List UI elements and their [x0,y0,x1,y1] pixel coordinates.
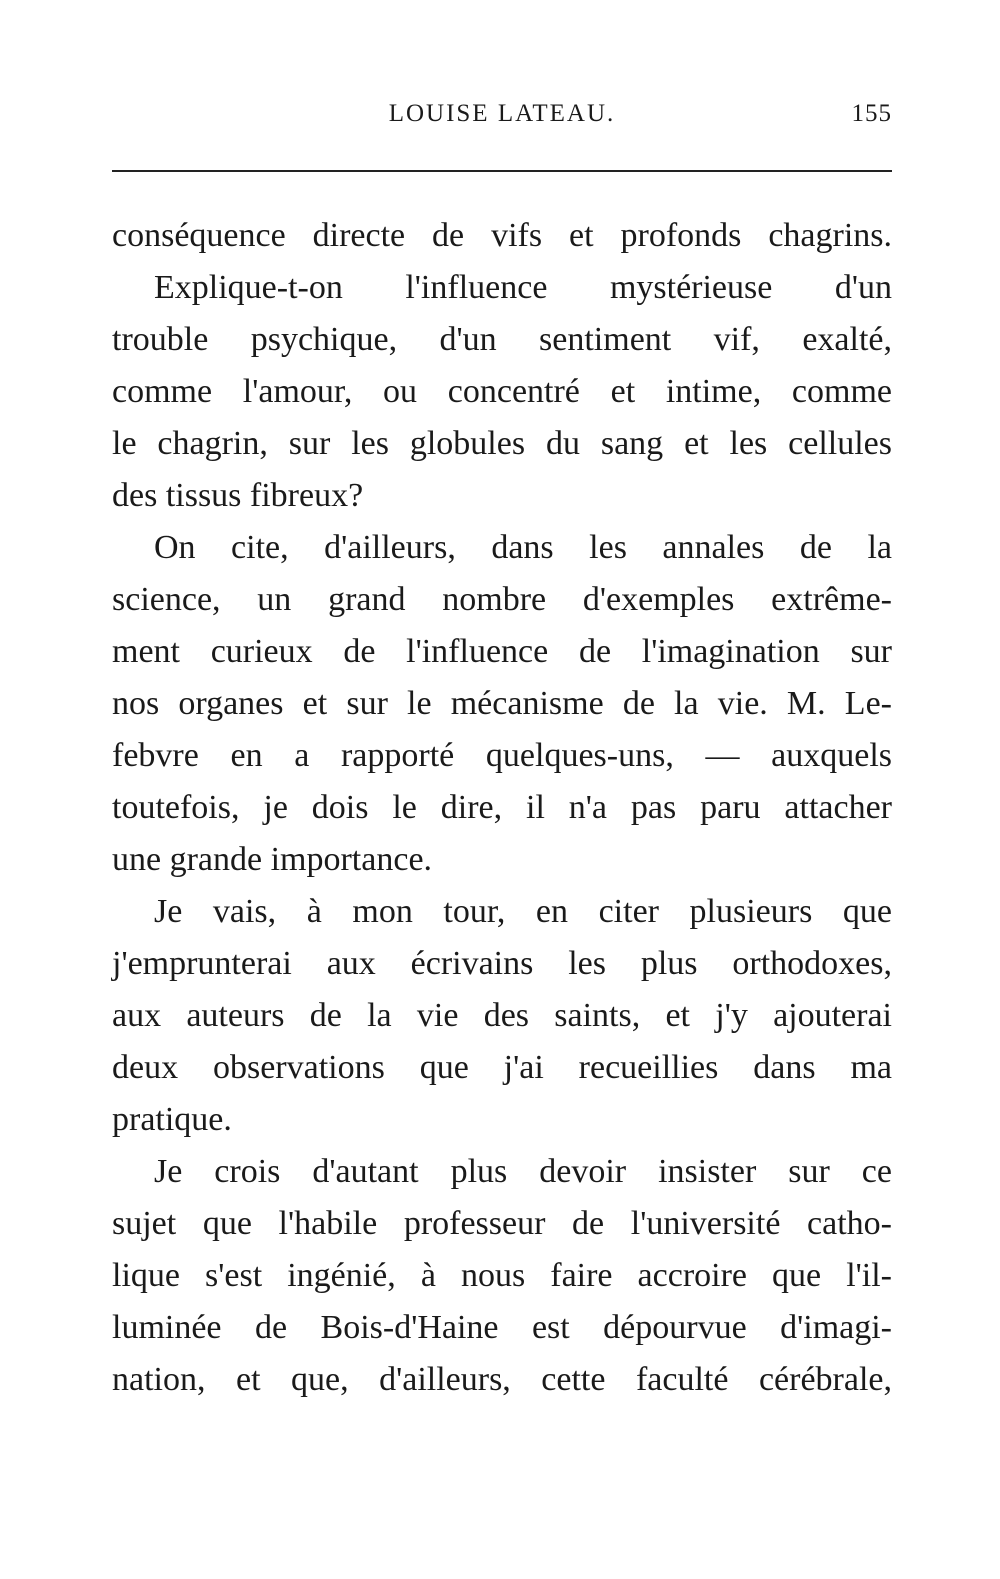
running-head [112,100,892,136]
text-line: luminée de Bois-d'Haine est dépourvue d'imagi- [112,1309,892,1346]
text-line: nation, et que, d'ailleurs, cette faculté cérébrale, [112,1361,892,1398]
text-line: deux observations que j'ai recueillies dans ma [112,1049,892,1086]
text-line: le chagrin, sur les globules du sang et les cellules [112,425,892,462]
text-line: science, un grand nombre d'exemples extrême- [112,581,892,618]
text-line: des tissus fibreux? [112,477,364,514]
text-line: trouble psychique, d'un sentiment vif, exalté, [112,321,892,358]
text-line: sujet que l'habile professeur de l'université catho- [112,1205,892,1242]
text-line: aux auteurs de la vie des saints, et j'y ajouterai [112,997,892,1034]
text-line: Je crois d'autant plus devoir insister sur ce [154,1153,892,1190]
text-line: lique s'est ingénié, à nous faire accroire que l'il- [112,1257,892,1294]
text-line: ment curieux de l'influence de l'imagination sur [112,633,892,670]
text-line: j'emprunterai aux écrivains les plus orthodoxes, [112,945,892,982]
text-line: conséquence directe de vifs et profonds chagrins. [112,217,892,254]
text-line: febvre en a rapporté quelques-uns, — auxquels [112,737,892,774]
text-line: nos organes et sur le mécanisme de la vie. M. Le- [112,685,892,722]
text-line: une grande importance. [112,841,433,878]
body-text [112,210,892,1406]
header-rule [112,170,892,172]
text-line: comme l'amour, ou concentré et intime, comme [112,373,892,410]
text-line: toutefois, je dois le dire, il n'a pas paru attacher [112,789,892,826]
running-title: LOUISE LATEAU. [388,100,616,127]
text-line: On cite, d'ailleurs, dans les annales de la [154,529,892,566]
text-line: Je vais, à mon tour, en citer plusieurs que [154,893,892,930]
page-number: 155 [851,100,892,127]
text-line: Explique-t-on l'influence mystérieuse d'un [154,269,892,306]
text-line: pratique. [112,1101,232,1138]
